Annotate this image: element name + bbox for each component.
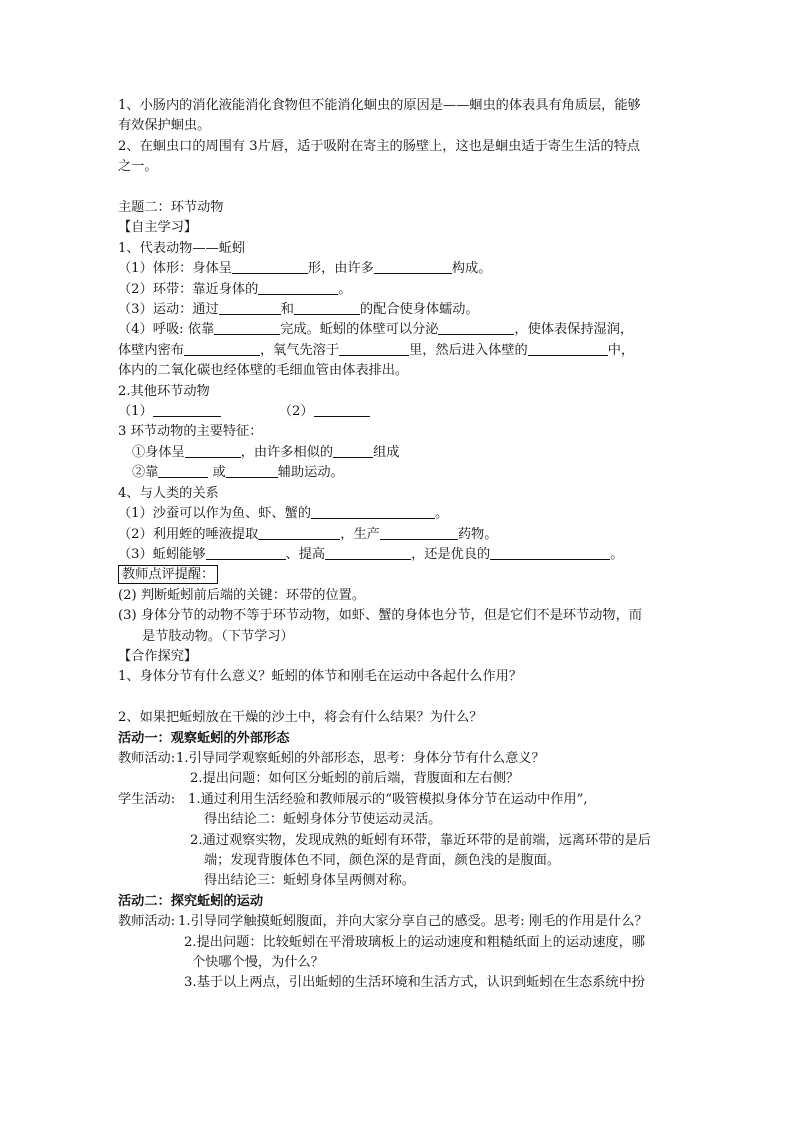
respiration-line-3: 体内的二氧化碳也经体壁的毛细血管由体表排出。 xyxy=(118,363,409,379)
activity-1-title: 活动一：观察蚯蚓的外部形态 xyxy=(118,730,290,746)
spacer xyxy=(118,178,678,198)
blank-field[interactable] xyxy=(153,402,221,417)
relation-heading: 4、与人类的关系 xyxy=(118,485,219,501)
clitellum-line: （2）环带：靠近身体的 。 xyxy=(118,281,352,297)
coop-question-1: 1、身体分节有什么意义？蚯蚓的体节和刚毛在运动中各起什么作用？ xyxy=(118,669,523,685)
teacher-tips-label: 教师点评提醒： xyxy=(118,565,218,584)
intro-line-1-cont: 有效保护蛔虫。 xyxy=(118,118,211,134)
features-heading: 3 环节动物的主要特征： xyxy=(118,424,263,440)
activity-1-student-1: 学生活动: 1.通过利用生活经验和教师展示的“吸管模拟身体分节在运动中作用”, xyxy=(118,791,588,807)
coop-question-2: 2、如果把蚯蚓放在干燥的沙土中，将会有什么结果？为什么？ xyxy=(118,710,483,726)
blank-field[interactable] xyxy=(528,341,608,356)
movement-line: （3）运动：通过 和 的配合使身体蠕动。 xyxy=(118,302,479,318)
intro-line-2: 2、在蛔虫口的周围有 3片唇，适于吸附在寄主的肠壁上，这也是蛔虫适于寄生生活的特点 xyxy=(118,138,641,154)
other-annelids-line: （1） （2） xyxy=(118,402,678,422)
blank-field[interactable] xyxy=(214,320,280,335)
blank-field[interactable] xyxy=(219,300,281,315)
blank-field[interactable] xyxy=(311,504,435,519)
teacher-tips-box xyxy=(118,565,678,585)
blank-field[interactable] xyxy=(258,280,338,295)
respiration-line-2: 体壁内密布 ，氧气先溶于 里，然后进入体壁的 中， xyxy=(118,342,635,358)
respiration-line: （4）呼吸: 依靠 完成。蚯蚓的体壁可以分泌 ，使体表保持湿润， xyxy=(118,322,634,338)
blank-field[interactable] xyxy=(206,545,286,560)
blank-field[interactable] xyxy=(226,463,278,478)
activity-1-teacher-2: 2.提出问题：如何区分蚯蚓的前后端，背腹面和左右侧？ xyxy=(190,771,520,787)
blank-field[interactable] xyxy=(232,259,308,274)
spacer xyxy=(118,688,678,708)
feature-2: ②靠 或 辅助运动。 xyxy=(132,465,344,481)
activity-2-teacher-1: 教师活动: 1.引导同学触摸蚯蚓腹面，并向大家分享自己的感受。思考: 刚毛的作用是什么？ xyxy=(118,914,648,930)
activity-2-teacher-3: 3.基于以上两点，引出蚯蚓的生活环境和生活方式，认识到蚯蚓在生态系统中扮 xyxy=(184,975,645,991)
blank-field[interactable] xyxy=(158,463,208,478)
other-annelids-heading: 2.其他环节动物 xyxy=(118,383,210,399)
activity-1-student-1-conclusion: 得出结论二：蚯蚓身体分节使运动灵活。 xyxy=(204,812,442,828)
blank-field[interactable] xyxy=(258,525,340,540)
relation-3: （3）蚯蚓能够 、提高 ，还是优良的 。 xyxy=(118,546,624,562)
blank-field[interactable] xyxy=(438,320,514,335)
activity-2-title: 活动二：探究蚯蚓的运动 xyxy=(118,893,264,909)
self-study-heading: 【自主学习】 xyxy=(118,220,198,236)
relation-1: （1）沙蚕可以作为鱼、虾、蟹的 。 xyxy=(118,506,449,522)
feature-1: ①身体呈 ，由许多相似的 组成 xyxy=(132,444,400,460)
activity-2-teacher-2-cont: 个快哪个慢，为什么？ xyxy=(192,955,324,971)
body-shape-line: （1）体形：身体呈 形，由许多 构成。 xyxy=(118,261,492,277)
blank-field[interactable] xyxy=(490,545,610,560)
activity-1-teacher-1: 教师活动: 1.引导同学观察蚯蚓的外部形态，思考：身体分节有什么意义？ xyxy=(118,750,545,766)
activity-1-student-2: 2.通过观察实物，发现成熟的蚯蚓有环带，靠近环带的是前端，远离环带的是后 xyxy=(190,832,651,848)
topic-title: 主题二：环节动物 xyxy=(118,200,224,216)
blank-field[interactable] xyxy=(314,402,370,417)
tip-2: (2) 判断蚯蚓前后端的关键：环带的位置。 xyxy=(118,587,366,603)
blank-field[interactable] xyxy=(333,443,373,458)
representative-animal: 1、代表动物——蚯蚓 xyxy=(118,240,246,256)
activity-1-student-2-conclusion: 得出结论三：蚯蚓身体呈两侧对称。 xyxy=(204,873,415,889)
intro-line-1: 1、小肠内的消化液能消化食物但不能消化蛔虫的原因是——蛔虫的体表具有角质层，能够 xyxy=(118,98,641,113)
tip-3-cont: 是节肢动物。（下节学习） xyxy=(142,628,294,644)
document-page xyxy=(118,96,678,994)
blank-field[interactable] xyxy=(325,545,411,560)
activity-1-student-2-cont: 端；发现背腹体色不同，颜色深的是背面，颜色浅的是腹面。 xyxy=(204,853,561,868)
blank-field[interactable] xyxy=(380,525,458,540)
blank-field[interactable] xyxy=(184,341,260,356)
tip-3: (3) 身体分节的动物不等于环节动物，如虾、蟹的身体也分节，但是它们不是环节动物，而 xyxy=(118,608,642,624)
relation-2: （2）利用蛭的唾液提取 ，生产 药物。 xyxy=(118,526,498,542)
blank-field[interactable] xyxy=(339,341,409,356)
intro-line-2-cont: 之一。 xyxy=(118,159,158,175)
coop-heading: 【合作探究】 xyxy=(118,648,198,664)
blank-field[interactable] xyxy=(374,259,452,274)
blank-field[interactable] xyxy=(185,443,241,458)
activity-2-teacher-2: 2.提出问题：比较蚯蚓在平滑玻璃板上的运动速度和粗糙纸面上的运动速度，哪 xyxy=(184,934,645,950)
blank-field[interactable] xyxy=(294,300,360,315)
